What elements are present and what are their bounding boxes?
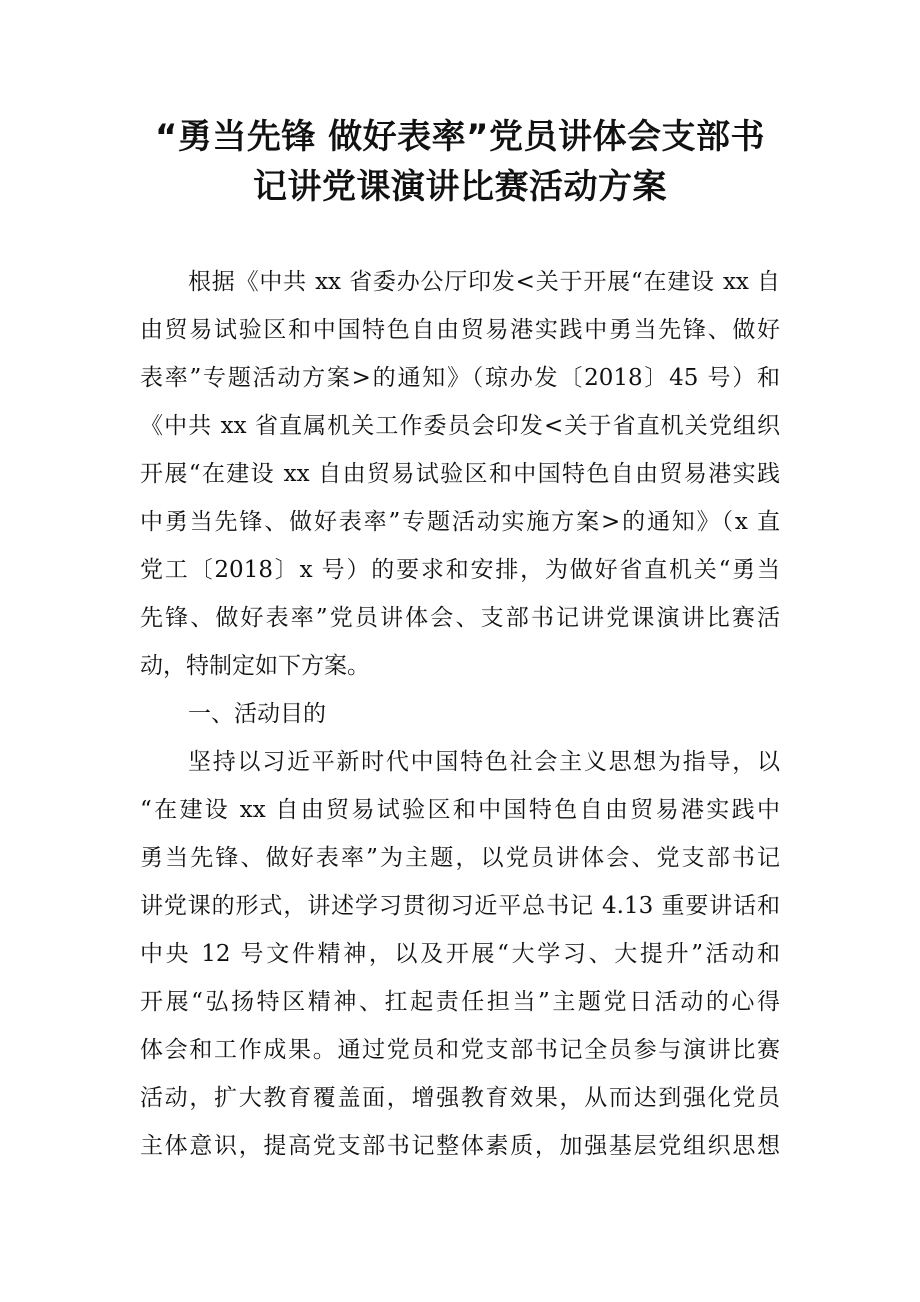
paragraph-1-line: 党工〔2018〕x 号）的要求和安排，为做好省直机关“勇当	[140, 557, 780, 583]
paragraph-1-line: 表率”专题活动方案>的通知》（琼办发〔2018〕45 号）和	[140, 365, 780, 391]
paragraph-2-line: 坚持以习近平新时代中国特色社会主义思想为指导，以	[188, 749, 780, 775]
paragraph-2	[140, 738, 780, 1170]
paragraph-1-line: 中勇当先锋、做好表率”专题活动实施方案>的通知》（x 直	[140, 509, 780, 535]
paragraph-2-line: 活动，扩大教育覆盖面，增强教育效果，从而达到强化党员	[140, 1085, 780, 1111]
paragraph-1	[140, 258, 780, 690]
paragraph-2-line: 中央 12 号文件精神，以及开展“大学习、大提升”活动和	[140, 941, 780, 967]
paragraph-1-line: 动，特制定如下方案。	[140, 653, 370, 679]
paragraph-2-line: 主体意识，提高党支部书记整体素质，加强基层党组织思想	[140, 1133, 780, 1159]
paragraph-1-line: 《中共 xx 省直属机关工作委员会印发<关于省直机关党组织	[140, 413, 780, 439]
paragraph-2-line: 体会和工作成果。通过党员和党支部书记全员参与演讲比赛	[140, 1037, 780, 1063]
paragraph-1-line: 开展“在建设 xx 自由贸易试验区和中国特色自由贸易港实践	[140, 461, 780, 487]
paragraph-1-line: 先锋、做好表率”党员讲体会、支部书记讲党课演讲比赛活	[140, 605, 780, 631]
section-heading-1: 一、活动目的	[188, 701, 326, 727]
paragraph-2-line: 勇当先锋、做好表率”为主题，以党员讲体会、党支部书记	[140, 845, 780, 871]
title-line-1: “勇当先锋 做好表率”党员讲体会支部书	[154, 117, 766, 157]
paragraph-1-line: 由贸易试验区和中国特色自由贸易港实践中勇当先锋、做好	[140, 317, 780, 343]
document-body	[140, 258, 780, 1170]
title-line-2: 记讲党课演讲比赛活动方案	[253, 167, 667, 207]
paragraph-2-line: 开展“弘扬特区精神、扛起责任担当”主题党日活动的心得	[140, 989, 780, 1015]
paragraph-2-line: “在建设 xx 自由贸易试验区和中国特色自由贸易港实践中	[140, 797, 780, 823]
document-title	[100, 112, 820, 212]
paragraph-1-line: 根据《中共 xx 省委办公厅印发<关于开展“在建设 xx 自	[188, 269, 780, 295]
paragraph-2-line: 讲党课的形式，讲述学习贯彻习近平总书记 4.13 重要讲话和	[140, 893, 780, 919]
